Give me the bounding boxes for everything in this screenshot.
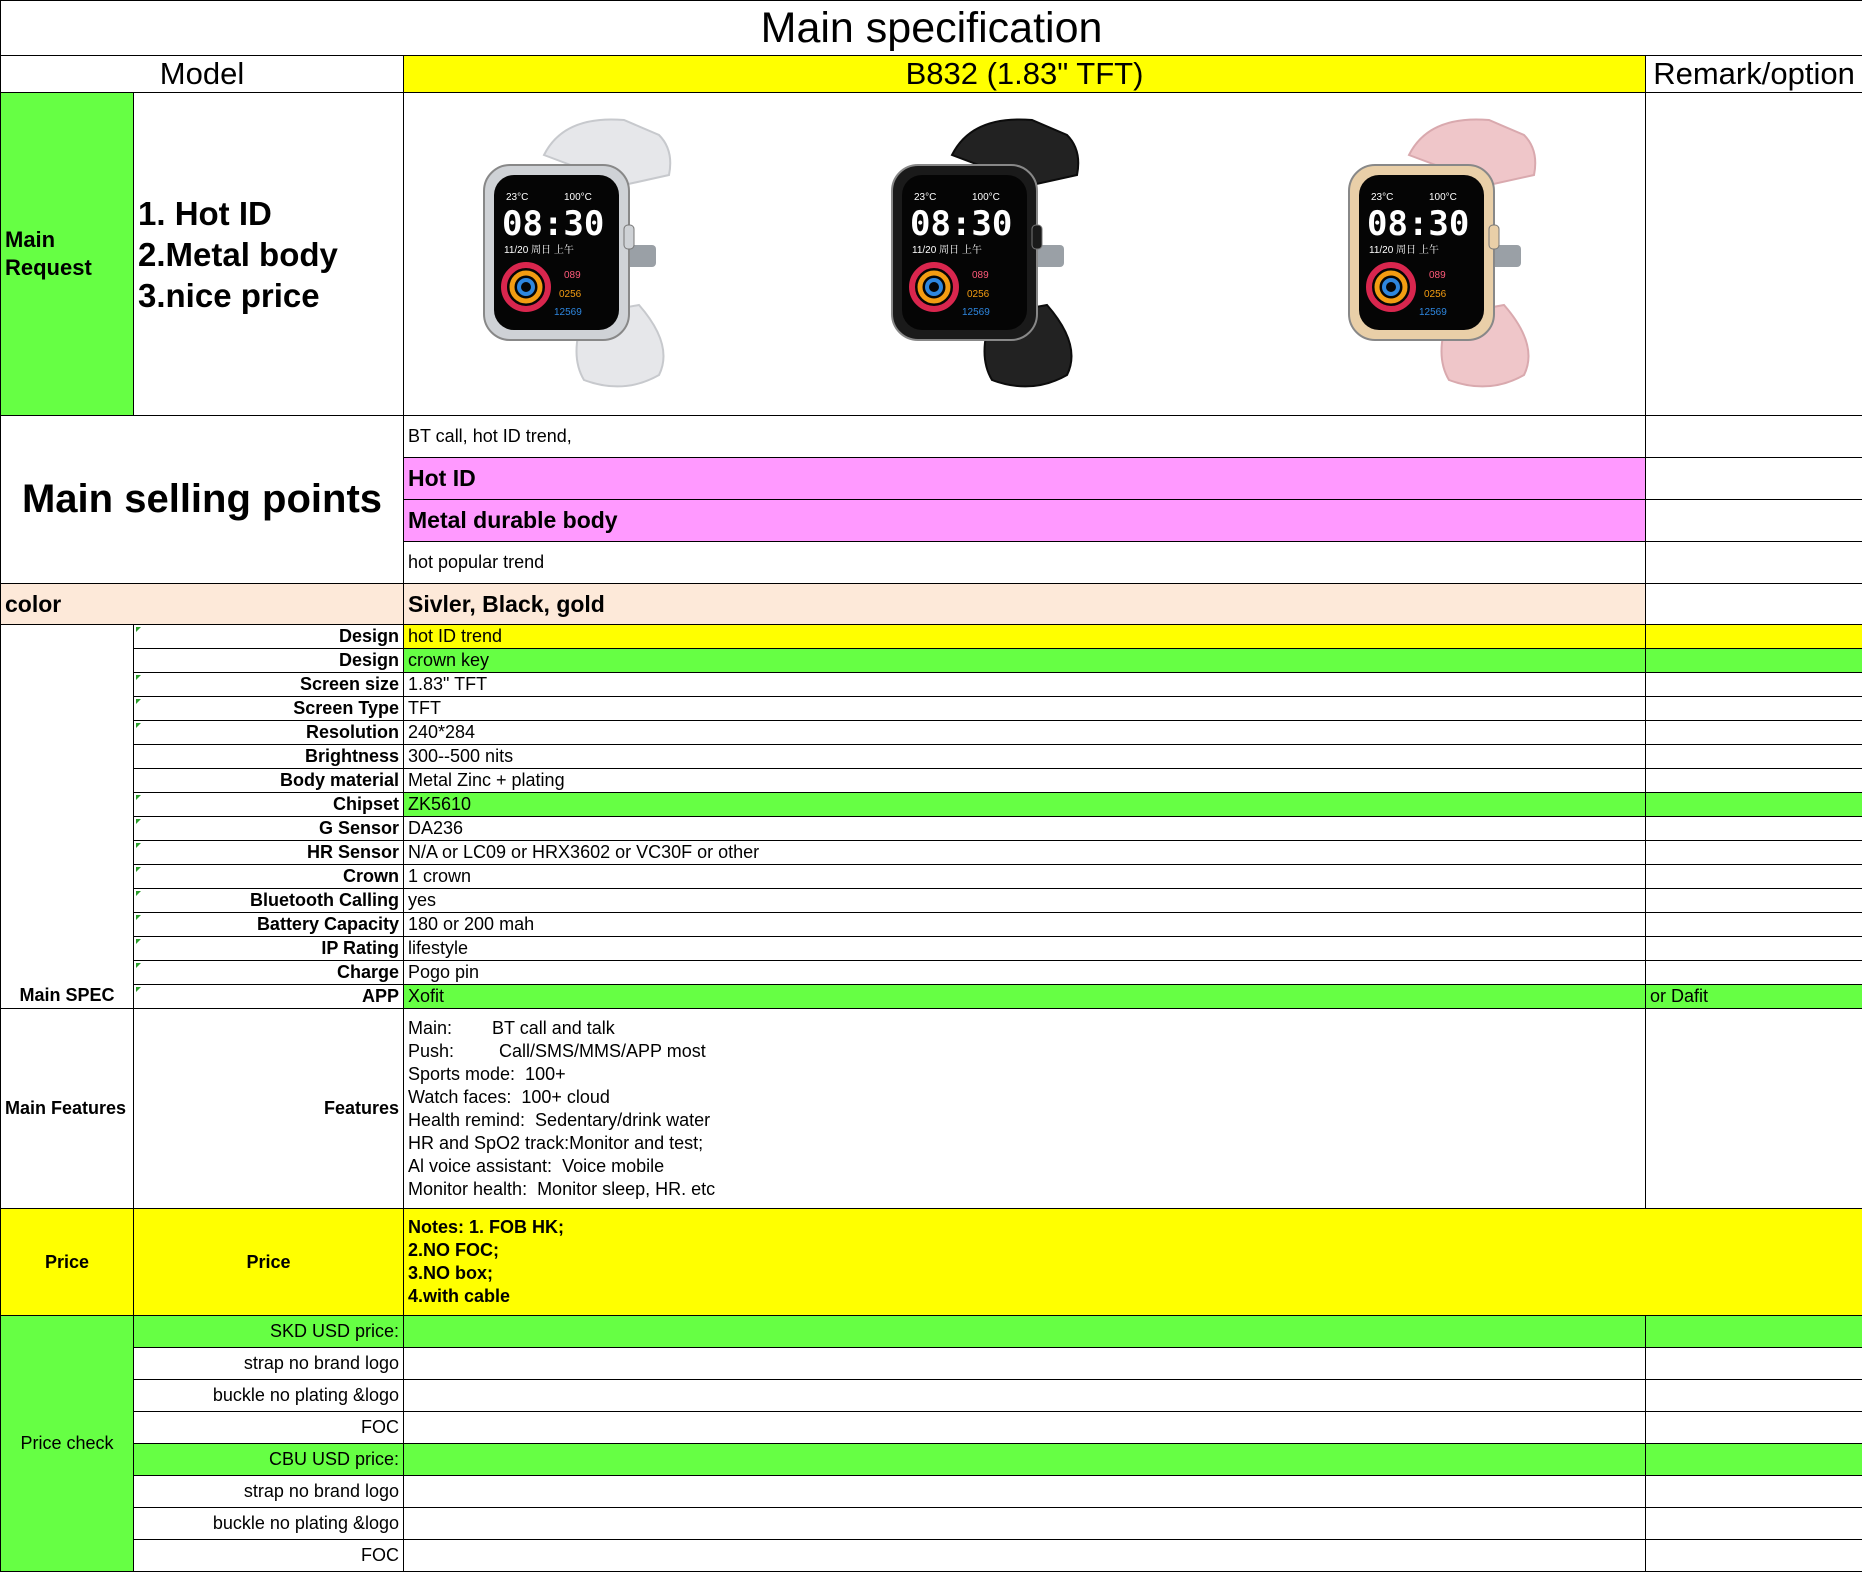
spec-name: Resolution	[134, 721, 404, 745]
main-features-label: Main Features	[1, 1009, 134, 1209]
spec-name: Screen size	[134, 673, 404, 697]
spec-value: 180 or 200 mah	[404, 913, 1646, 937]
spec-value: Xofit	[404, 985, 1646, 1009]
product-header: B832 (1.83" TFT)	[404, 56, 1646, 93]
cell-marker	[136, 987, 141, 992]
spec-name: Charge	[134, 961, 404, 985]
price-check-remark	[1646, 1380, 1862, 1412]
spec-name: HR Sensor	[134, 841, 404, 865]
spec-value: 240*284	[404, 721, 1646, 745]
cell-marker	[136, 723, 141, 728]
selling-point: Metal durable body	[404, 500, 1646, 542]
spec-remark	[1646, 673, 1862, 697]
request-item: 3.nice price	[138, 276, 320, 314]
cell-marker	[136, 891, 141, 896]
cell-marker	[136, 699, 141, 704]
remark-cell	[1646, 542, 1862, 584]
svg-text:12569: 12569	[554, 307, 582, 318]
svg-text:0256: 0256	[1424, 289, 1447, 300]
spec-value: DA236	[404, 817, 1646, 841]
price-check-label: Price check	[1, 1316, 134, 1572]
remark-cell	[1646, 1009, 1862, 1209]
remark-cell	[1646, 458, 1862, 500]
spec-value: 300--500 nits	[404, 745, 1646, 769]
svg-text:08:30: 08:30	[502, 204, 605, 244]
spec-value: crown key	[404, 649, 1646, 673]
price-notes: Notes: 1. FOB HK; 2.NO FOC; 3.NO box; 4.with cable	[404, 1209, 1862, 1316]
spec-name: IP Rating	[134, 937, 404, 961]
price-check-value	[404, 1444, 1646, 1476]
spec-name: Battery Capacity	[134, 913, 404, 937]
spec-remark	[1646, 697, 1862, 721]
main-request-list	[134, 93, 404, 416]
spec-name: Design	[134, 625, 404, 649]
svg-text:08:30: 08:30	[1367, 204, 1470, 244]
color-value: Sivler, Black, gold	[404, 584, 1646, 625]
price-check-value	[404, 1508, 1646, 1540]
spec-name: Crown	[134, 865, 404, 889]
spec-remark	[1646, 649, 1862, 673]
cell-marker	[136, 819, 141, 824]
price-check-item: strap no brand logo	[134, 1476, 404, 1508]
price-check-item: CBU USD price:	[134, 1444, 404, 1476]
price-check-value	[404, 1348, 1646, 1380]
main-spec-rows	[1, 625, 1862, 1009]
svg-text:089: 089	[1429, 270, 1446, 281]
price-check-remark	[1646, 1412, 1862, 1444]
spec-value: 1.83" TFT	[404, 673, 1646, 697]
features-label: Features	[134, 1009, 404, 1209]
svg-text:089: 089	[564, 270, 581, 281]
main-request-label: Main Request	[1, 93, 134, 416]
svg-text:11/20 周日 上午: 11/20 周日 上午	[1369, 245, 1439, 256]
svg-text:11/20 周日 上午: 11/20 周日 上午	[912, 245, 982, 256]
spec-value: TFT	[404, 697, 1646, 721]
price-check-item: buckle no plating &logo	[134, 1380, 404, 1412]
svg-text:23°C: 23°C	[506, 192, 529, 203]
spec-name: Design	[134, 649, 404, 673]
price-check-item: buckle no plating &logo	[134, 1508, 404, 1540]
price-check-value	[404, 1476, 1646, 1508]
price-check-item: FOC	[134, 1412, 404, 1444]
spec-value: 1 crown	[404, 865, 1646, 889]
price-check-remark	[1646, 1444, 1862, 1476]
svg-text:11/20 周日 上午: 11/20 周日 上午	[504, 245, 574, 256]
price-check-remark	[1646, 1508, 1862, 1540]
spec-remark	[1646, 625, 1862, 649]
spec-remark	[1646, 889, 1862, 913]
price-label: Price	[1, 1209, 134, 1316]
price-check-value	[404, 1412, 1646, 1444]
model-header: Model	[1, 56, 404, 93]
remark-header: Remark/option	[1646, 56, 1862, 93]
spec-remark	[1646, 769, 1862, 793]
remark-cell	[1646, 93, 1862, 416]
cell-marker	[136, 675, 141, 680]
price-check-item: SKD USD price:	[134, 1316, 404, 1348]
product-images	[404, 93, 1646, 416]
price-sub-label: Price	[134, 1209, 404, 1316]
spec-value: lifestyle	[404, 937, 1646, 961]
color-label: color	[1, 584, 404, 625]
main-spec-label: Main SPEC	[1, 625, 134, 1009]
svg-text:12569: 12569	[1419, 307, 1447, 318]
price-check-value	[404, 1316, 1646, 1348]
cell-marker	[136, 795, 141, 800]
selling-points-label: Main selling points	[1, 416, 404, 584]
selling-point: Hot ID	[404, 458, 1646, 500]
spec-value: hot ID trend	[404, 625, 1646, 649]
svg-text:0256: 0256	[559, 289, 582, 300]
sheet-title: Main specification	[1, 1, 1862, 56]
price-check-value	[404, 1540, 1646, 1572]
svg-text:089: 089	[972, 270, 989, 281]
svg-text:23°C: 23°C	[1371, 192, 1394, 203]
spec-remark	[1646, 721, 1862, 745]
spec-name: Body material	[134, 769, 404, 793]
spec-value: N/A or LC09 or HRX3602 or VC30F or other	[404, 841, 1646, 865]
features-text: Main: BT call and talk Push: Call/SMS/MMS/APP most Sports mode: 100+ Watch faces: 100+ cloud Health remind: Sedentary/drink water HR and SpO2 track:Monitor and test; Al voice assistant: Voice mobile Monitor health: Monitor sleep, HR. etc	[404, 1009, 1646, 1209]
price-check-remark	[1646, 1316, 1862, 1348]
spec-remark	[1646, 937, 1862, 961]
svg-text:08:30: 08:30	[910, 204, 1013, 244]
spec-name: Screen Type	[134, 697, 404, 721]
spec-value: Metal Zinc + plating	[404, 769, 1646, 793]
cell-marker	[136, 843, 141, 848]
selling-point: hot popular trend	[404, 542, 1646, 584]
price-check-remark	[1646, 1348, 1862, 1380]
spec-remark	[1646, 817, 1862, 841]
spec-remark	[1646, 745, 1862, 769]
price-check-remark	[1646, 1540, 1862, 1572]
svg-text:12569: 12569	[962, 307, 990, 318]
spec-value: Pogo pin	[404, 961, 1646, 985]
spec-name: APP	[134, 985, 404, 1009]
price-check-value	[404, 1380, 1646, 1412]
spec-name: Chipset	[134, 793, 404, 817]
spec-value: ZK5610	[404, 793, 1646, 817]
svg-text:23°C: 23°C	[914, 192, 937, 203]
cell-marker	[136, 867, 141, 872]
spec-remark	[1646, 961, 1862, 985]
request-item: 1. Hot ID	[138, 194, 272, 232]
svg-text:100°C: 100°C	[972, 192, 1000, 203]
svg-text:100°C: 100°C	[564, 192, 592, 203]
spec-value: yes	[404, 889, 1646, 913]
remark-cell	[1646, 500, 1862, 542]
watch-image-silver	[474, 115, 714, 395]
selling-point: BT call, hot ID trend,	[404, 416, 1646, 458]
spec-remark	[1646, 913, 1862, 937]
svg-text:100°C: 100°C	[1429, 192, 1457, 203]
cell-marker	[136, 939, 141, 944]
spec-remark	[1646, 793, 1862, 817]
remark-cell	[1646, 584, 1862, 625]
price-check-rows	[1, 1316, 1862, 1572]
price-check-item: strap no brand logo	[134, 1348, 404, 1380]
spec-name: Bluetooth Calling	[134, 889, 404, 913]
request-item: 2.Metal body	[138, 235, 338, 273]
watch-image-black	[882, 115, 1122, 395]
spec-name: Brightness	[134, 745, 404, 769]
price-check-item: FOC	[134, 1540, 404, 1572]
price-check-remark	[1646, 1476, 1862, 1508]
remark-cell	[1646, 416, 1862, 458]
spec-name: G Sensor	[134, 817, 404, 841]
cell-marker	[136, 915, 141, 920]
spec-remark	[1646, 865, 1862, 889]
svg-text:0256: 0256	[967, 289, 990, 300]
cell-marker	[136, 627, 141, 632]
spec-remark	[1646, 841, 1862, 865]
watch-image-pink	[1339, 115, 1579, 395]
spec-remark: or Dafit	[1646, 985, 1862, 1009]
cell-marker	[136, 963, 141, 968]
